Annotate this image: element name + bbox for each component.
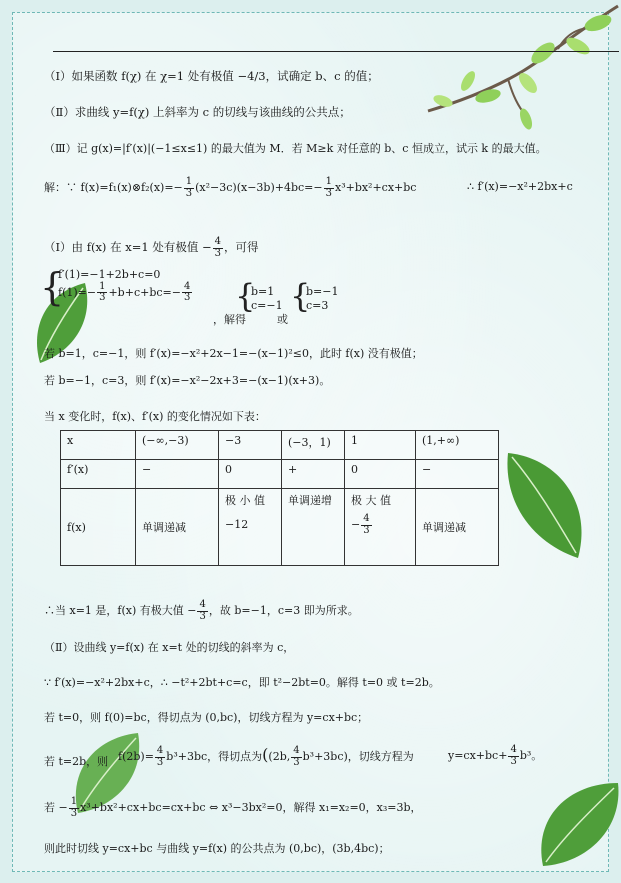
brace: {	[290, 277, 311, 315]
derivative-result: ∴ f′(x)=−x²+2bx+c	[467, 180, 573, 193]
question-3: （Ⅲ）记 g(x)=|f′(x)|(−1≤x≤1) 的最大值为 M．若 M≥k 对任意的 b、c 恒成立，试示 k 的最大值。	[44, 142, 547, 155]
part2-common-points: 则此时切线 y=cx+bc 与曲线 y=f(x) 的公共点为 (0,bc)，(3b,4bc)；	[44, 842, 390, 855]
solution-intro: 解：∵ f(x)=f₁(x)⊗f₂(x)=− $\frac{1}{3}$ (x²−3c)(x−3b)+4bc=− $\frac{1}{3}$ x³+bx²+cx+bc	[44, 176, 417, 199]
part2-intro: （Ⅱ）设曲线 y=f(x) 在 x=t 处的切线的斜率为 c，	[44, 641, 295, 654]
case-2: 若 b=−1，c=3，则 f′(x)=−x²−2x+3=−(x−1)(x+3)。	[44, 374, 331, 387]
conclusion-1: ∴当 x=1 是，f(x) 有极大值 − $\frac{4}{3}$ ，故 b=−1，c=3 即为所求。	[44, 599, 359, 622]
solution-set-2: b=−1 c=3	[306, 285, 339, 312]
part2-case-t2b: 若 t=2b，则	[44, 755, 109, 768]
part2-derivation: ∵ f′(x)=−x²+2bx+c，∴ −t²+2bt+c=c，即 t²−2bt=0。解得 t=0 或 t=2b。	[44, 676, 440, 689]
part1-intro: （Ⅰ）由 f(x) 在 x=1 处有极值 − $\frac{4}{3}$ ，可得	[44, 236, 259, 259]
solution-set-1: b=1 c=−1	[251, 285, 283, 312]
question-1: （Ⅰ）如果函数 f(χ) 在 χ=1 处有极值 −4/3，试确定 b、c 的值；	[44, 69, 379, 83]
table-row: f(x) 单调递减 极 小 值 −12 单调递增 极 大 值 − $\frac{4}{3}$ 单调递减	[61, 489, 499, 566]
part2-case-t2b-expr: f(2b)= $\frac{4}{3}$ b³+3bc，得切点为((2b, $\frac{4}{3}$ b³+3bc)，切线方程为	[118, 745, 414, 768]
or-label: 或	[277, 313, 288, 326]
brace: {	[40, 265, 65, 309]
variation-table	[60, 430, 499, 566]
equation-system	[58, 268, 193, 304]
branch-decoration-icon	[408, 1, 621, 131]
table-row: f′(x) − 0 + 0 −	[61, 460, 499, 489]
table-intro: 当 x 变化时，f(x)、f′(x) 的变化情况如下表：	[44, 410, 266, 423]
solve-label: ，解得	[213, 313, 246, 326]
brace: {	[235, 277, 256, 315]
part2-tangent-line: y=cx+bc+ $\frac{4}{3}$ b³。	[448, 744, 543, 767]
part2-intersection: 若 − $\frac{1}{3}$ x³+bx²+cx+bc=cx+bc ⇔ x³−3bx²=0，解得 x₁=x₂=0，x₃=3b，	[44, 796, 422, 819]
question-2: （Ⅱ）求曲线 y=f(χ) 上斜率为 c 的切线与该曲线的公共点；	[44, 105, 351, 119]
table-row: x (−∞,−3) −3 (−3，1) 1 (1,+∞)	[61, 431, 499, 460]
part2-case-t0: 若 t=0，则 f(0)=bc，得切点为 (0,bc)，切线方程为 y=cx+bc；	[44, 711, 369, 724]
leaf-decoration-icon	[498, 443, 593, 563]
equation-line: f′(1)=−1+2b+c=0	[58, 268, 161, 281]
fraction: $\frac{1}{3}$	[185, 176, 193, 199]
equation-line: f(1)=− $\frac{1}{3}$ +b+c+bc=− $\frac{4}{3}$	[58, 280, 191, 304]
fraction: $\frac{4}{3}$	[214, 236, 221, 259]
leaf-decoration-icon	[528, 778, 621, 868]
header-rule	[53, 51, 619, 52]
fraction: $\frac{1}{3}$	[325, 176, 332, 199]
case-1: 若 b=1，c=−1，则 f′(x)=−x²+2x−1=−(x−1)²≤0，此时 f(x) 没有极值；	[44, 347, 423, 360]
